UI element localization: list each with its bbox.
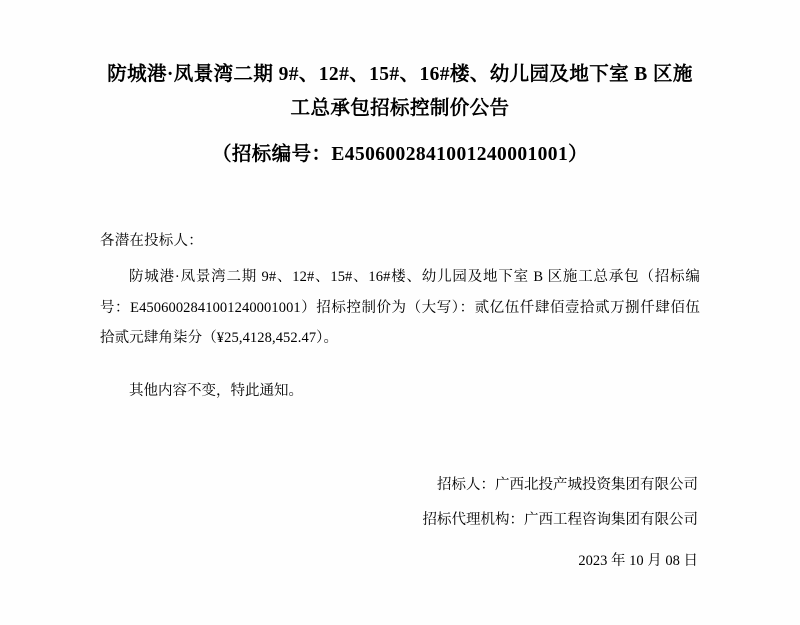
- signature-date: 2023 年 10 月 08 日: [578, 552, 698, 569]
- signature-tenderee: [100, 468, 698, 503]
- paragraph-control-price: 防城港·凤景湾二期 9#、12#、15#、16#楼、幼儿园及地下室 B 区施工总承包（招标编号：E4506002841001240001001）招标控制价为（大写）：贰亿伍仟肆佰壹拾贰万捌仟肆佰伍拾贰元肆角柒分（¥25,4128,452.47）。: [100, 269, 700, 347]
- signature-agency-value: 广西工程咨询集团有限公司: [524, 511, 698, 528]
- document-title-line-2: 工总承包招标控制价公告: [290, 98, 510, 120]
- document-body: [100, 0, 700, 579]
- document-title-line-1: 防城港·凤景湾二期 9#、12#、15#、16#楼、幼儿园及地下室 B 区施: [107, 64, 693, 85]
- paragraph-note: 其他内容不变，特此通知。: [129, 382, 303, 399]
- signature-block: [100, 468, 700, 578]
- title-block: [100, 58, 700, 172]
- document-subtitle-tender-number: （招标编号：E4506002841001240001001）: [211, 144, 588, 166]
- signature-tenderee-label: 招标人：: [437, 477, 495, 494]
- salutation: 各潜在投标人：: [100, 233, 203, 250]
- signature-tenderee-value: 广西北投产城投资集团有限公司: [495, 477, 698, 494]
- signature-agency-label: 招标代理机构：: [422, 511, 524, 528]
- signature-agency: [100, 503, 698, 538]
